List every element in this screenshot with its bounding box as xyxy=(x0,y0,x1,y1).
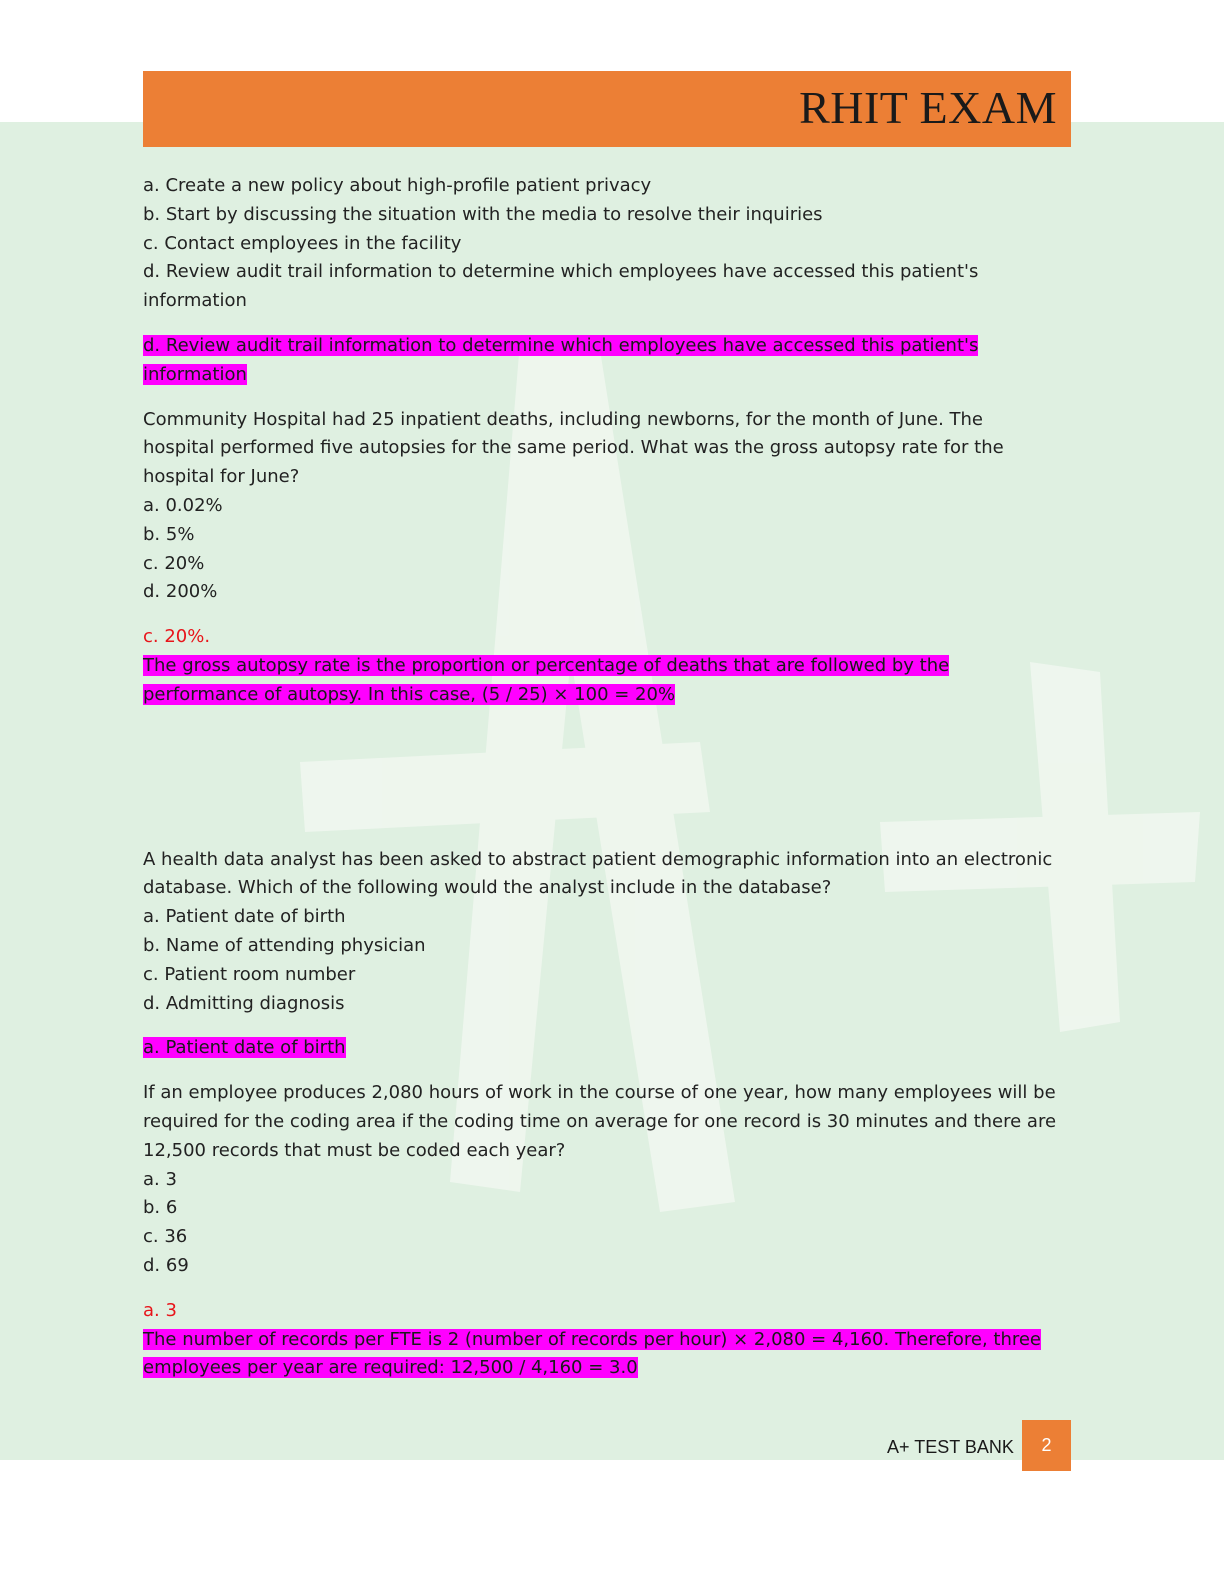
q2-explanation-line1: The gross autopsy rate is the proportion or percentage of deaths that are followed by the xyxy=(143,654,950,676)
q3-question-line1: A health data analyst has been asked to abstract patient demographic information into an electronic xyxy=(143,848,1053,870)
q1-option-d: d. Review audit trail information to determine which employees have accessed this patient's xyxy=(143,261,979,283)
q4-option-d: d. 69 xyxy=(143,1254,189,1276)
q1-answer-line2: information xyxy=(143,363,247,385)
q2-option-d: d. 200% xyxy=(143,581,218,603)
q4-explanation-line2: employees per year are required: 12,500 / 4,160 = 3.0 xyxy=(143,1357,638,1379)
q4-question-line2: required for the coding area if the coding time on average for one record is 30 minutes and there are xyxy=(143,1110,1057,1132)
q3-option-d: d. Admitting diagnosis xyxy=(143,992,345,1014)
q4-option-a: a. 3 xyxy=(143,1168,177,1190)
q3-option-c: c. Patient room number xyxy=(143,963,356,985)
q1-option-a: a. Create a new policy about high-profile patient privacy xyxy=(143,175,652,196)
q2-option-a: a. 0.02% xyxy=(143,494,223,516)
q2-answer-key: c. 20%. xyxy=(143,626,211,648)
q2-question-line3: hospital for June? xyxy=(143,466,300,488)
q3-question-line2: database. Which of the following would the analyst include in the database? xyxy=(143,877,832,899)
page-title: RHIT EXAM xyxy=(799,82,1057,133)
header-bar xyxy=(143,71,1071,147)
q3-option-b: b. Name of attending physician xyxy=(143,934,426,956)
q1-option-b: b. Start by discussing the situation with the media to resolve their inquiries xyxy=(143,203,823,225)
q2-question-line1: Community Hospital had 25 inpatient deaths, including newborns, for the month of June. The xyxy=(143,408,983,430)
document-body xyxy=(143,172,1073,1383)
q2-option-b: b. 5% xyxy=(143,523,195,545)
q2-question-line2: hospital performed five autopsies for the same period. What was the gross autopsy rate for the xyxy=(143,437,1004,459)
q4-option-b: b. 6 xyxy=(143,1197,178,1219)
q4-option-c: c. 36 xyxy=(143,1226,188,1248)
q3-answer: a. Patient date of birth xyxy=(143,1037,346,1059)
q4-question-line1: If an employee produces 2,080 hours of work in the course of one year, how many employees will be xyxy=(143,1082,1056,1104)
q4-answer-key: a. 3 xyxy=(143,1299,177,1321)
q1-option-d-cont: information xyxy=(143,290,247,312)
q4-explanation-line1: The number of records per FTE is 2 (number of records per hour) × 2,080 = 4,160. Therefore, three xyxy=(143,1328,1042,1350)
q2-option-c: c. 20% xyxy=(143,552,205,574)
q4-question-line3: 12,500 records that must be coded each year? xyxy=(143,1139,566,1161)
page-number: 2 xyxy=(1022,1420,1071,1471)
footer-label: A+ TEST BANK xyxy=(887,1437,1014,1457)
q3-option-a: a. Patient date of birth xyxy=(143,906,346,928)
q1-answer-line1: d. Review audit trail information to determine which employees have accessed this patient's xyxy=(143,334,979,356)
q1-option-c: c. Contact employees in the facility xyxy=(143,232,462,254)
q2-explanation-line2: performance of autopsy. In this case, (5 / 25) × 100 = 20% xyxy=(143,683,676,705)
